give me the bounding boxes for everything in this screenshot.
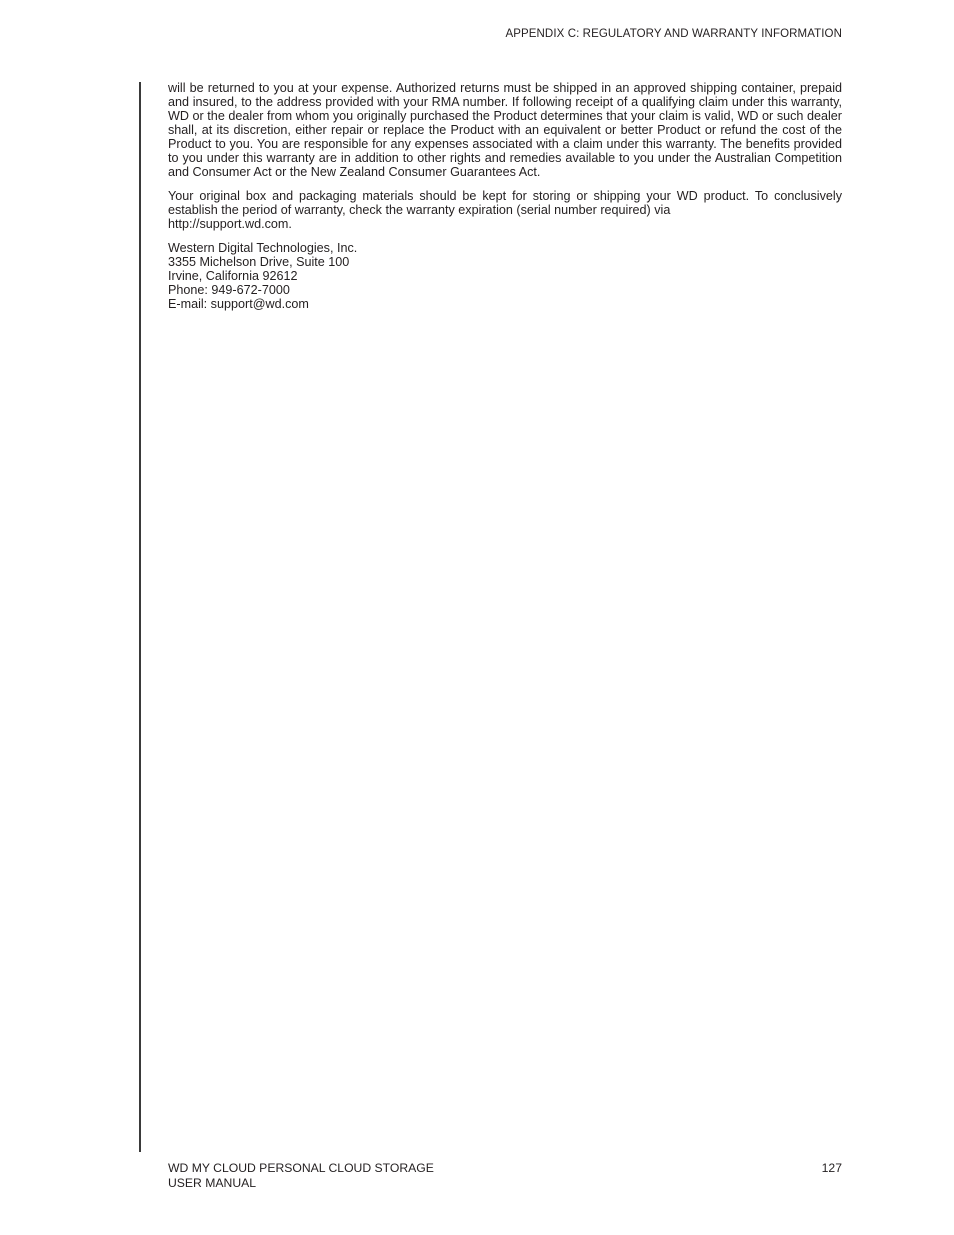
warranty-paragraph: will be returned to you at your expense. Authorized returns must be shipped in an approved shipping container, prepaid and insured, to the address provided with your RMA number. If following receipt of a qualifying claim under this warranty, WD or the dealer from whom you originally purchased the Product determines that your claim is valid, WD or such dealer shall, at its discretion, either repair or replace the Product with an equivalent or better Product or refund the cost of the Product to you. You are responsible for any expenses associated with a claim under this warranty. The benefits provided to you under this warranty are in addition to other rights and remedies available to you under the Australian Competition and Consumer Act or the New Zealand Consumer Guarantees Act. (168, 81, 842, 179)
support-link[interactable]: http://support.wd.com. (168, 217, 292, 231)
address-company: Western Digital Technologies, Inc. (168, 241, 358, 255)
page-content (168, 81, 842, 311)
footer-product (168, 1161, 434, 1191)
packaging-paragraph (168, 189, 842, 231)
address-email[interactable]: E-mail: support@wd.com (168, 297, 309, 311)
margin-rule (139, 82, 141, 1152)
address-street: 3355 Michelson Drive, Suite 100 (168, 255, 350, 269)
address-phone: Phone: 949-672-7000 (168, 283, 290, 297)
running-header: APPENDIX C: REGULATORY AND WARRANTY INFORMATION (505, 28, 842, 40)
packaging-text: Your original box and packaging materials should be kept for storing or shipping your WD product. To conclusively establish the period of warranty, check the warranty expiration (serial number required) via (168, 189, 842, 217)
footer-product-name: WD MY CLOUD PERSONAL CLOUD STORAGE (168, 1161, 434, 1175)
address-city: Irvine, California 92612 (168, 269, 298, 283)
company-address (168, 241, 842, 311)
page-number: 127 (821, 1161, 842, 1175)
footer-document-type: USER MANUAL (168, 1176, 257, 1190)
